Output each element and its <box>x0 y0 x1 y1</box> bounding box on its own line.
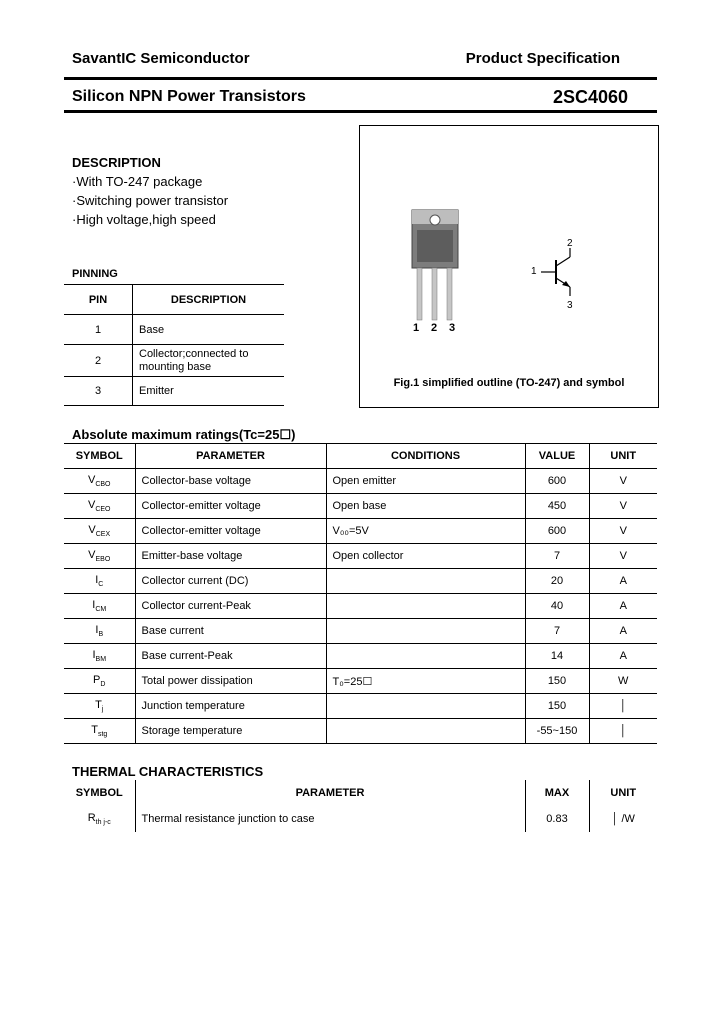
symbol-letter: I <box>92 648 96 661</box>
value-cell: 600 <box>525 469 589 494</box>
header-rule <box>64 77 657 80</box>
unit-cell: │ <box>589 694 657 719</box>
symbol-letter: P <box>93 673 101 686</box>
thermal-parameter-header: PARAMETER <box>135 780 525 806</box>
symbol-subscript: EBO <box>95 556 111 564</box>
symbol-subscript: D <box>100 681 106 689</box>
parameter-header: PARAMETER <box>135 444 326 469</box>
unit-cell: A <box>589 569 657 594</box>
feature-3: ·High voltage,high speed <box>72 212 216 227</box>
thermal-parameter-cell: Thermal resistance junction to case <box>135 806 525 832</box>
symbol-letter: I <box>95 623 99 636</box>
symbol-cell <box>64 669 135 694</box>
ratings-title: Absolute maximum ratings(Tc=25☐) <box>72 427 296 442</box>
symbol-cell <box>64 544 135 569</box>
title-rule <box>64 110 657 113</box>
pin-header: PIN <box>64 285 133 315</box>
symbol-letter: R <box>87 811 96 824</box>
table-row <box>64 694 657 719</box>
value-cell: 7 <box>525 619 589 644</box>
value-cell: 40 <box>525 594 589 619</box>
table-row <box>64 569 657 594</box>
pinning-title: PINNING <box>72 268 118 280</box>
value-cell: 14 <box>525 644 589 669</box>
unit-cell: A <box>589 594 657 619</box>
table-row <box>64 519 657 544</box>
document-type: Product Specification <box>465 50 620 67</box>
symbol-letter: V <box>87 498 96 511</box>
feature-1: ·With TO-247 package <box>72 174 203 189</box>
pinning-table <box>64 284 284 406</box>
value-header: VALUE <box>525 444 589 469</box>
table-row <box>64 315 284 345</box>
symbol-cell <box>64 519 135 544</box>
symbol-subscript: CEO <box>95 506 111 514</box>
symbol-subscript: j <box>101 706 104 714</box>
unit-cell: A <box>589 619 657 644</box>
conditions-cell: Open emitter <box>326 469 525 494</box>
lead-label-1: 1 <box>413 322 420 334</box>
symbol-cell <box>64 644 135 669</box>
product-subtitle: Silicon NPN Power Transistors <box>72 88 306 105</box>
symbol-subscript: CM <box>95 606 107 614</box>
symbol-base-label: 1 <box>531 266 537 277</box>
symbol-cell <box>64 619 135 644</box>
table-row <box>64 544 657 569</box>
thermal-symbol-header: SYMBOL <box>64 780 135 806</box>
value-cell: -55~150 <box>525 719 589 744</box>
parameter-cell: Emitter-base voltage <box>135 544 326 569</box>
conditions-cell: T₀=25☐ <box>326 669 525 694</box>
thermal-title: THERMAL CHARACTERISTICS <box>72 764 264 779</box>
table-row <box>64 594 657 619</box>
table-row <box>64 719 657 744</box>
symbol-letter: I <box>92 598 96 611</box>
unit-cell: W <box>589 669 657 694</box>
pin-description: Collector;connected to mounting base <box>133 345 285 377</box>
symbol-cell <box>64 719 135 744</box>
value-cell: 20 <box>525 569 589 594</box>
table-row <box>64 377 284 406</box>
conditions-header: CONDITIONS <box>326 444 525 469</box>
lead-label-2: 2 <box>431 322 438 334</box>
figure-box <box>359 125 659 408</box>
conditions-cell: V₀₀=5V <box>326 519 525 544</box>
table-row <box>64 345 284 377</box>
symbol-cell <box>64 694 135 719</box>
symbol-letter: T <box>95 698 102 711</box>
value-cell: 150 <box>525 669 589 694</box>
symbol-subscript: CEX <box>95 531 111 539</box>
figure-caption: Fig.1 simplified outline (TO-247) and symbol <box>393 377 625 389</box>
parameter-cell: Total power dissipation <box>135 669 326 694</box>
parameter-cell: Collector-base voltage <box>135 469 326 494</box>
value-cell: 7 <box>525 544 589 569</box>
value-cell: 600 <box>525 519 589 544</box>
pin-description: Emitter <box>133 377 285 406</box>
value-cell: 450 <box>525 494 589 519</box>
package-outline-drawing <box>360 126 658 407</box>
parameter-cell: Base current <box>135 619 326 644</box>
pin-desc-header: DESCRIPTION <box>133 285 285 315</box>
parameter-cell: Collector current-Peak <box>135 594 326 619</box>
conditions-cell <box>326 619 525 644</box>
parameter-cell: Collector-emitter voltage <box>135 494 326 519</box>
unit-header: UNIT <box>589 444 657 469</box>
conditions-cell: Open collector <box>326 544 525 569</box>
symbol-letter: V <box>88 523 96 536</box>
unit-cell: V <box>589 469 657 494</box>
parameter-cell: Collector-emitter voltage <box>135 519 326 544</box>
parameter-cell: Collector current (DC) <box>135 569 326 594</box>
part-number: 2SC4060 <box>552 87 628 107</box>
symbol-header: SYMBOL <box>64 444 135 469</box>
symbol-emitter-label: 3 <box>567 300 573 311</box>
conditions-cell <box>326 594 525 619</box>
thermal-unit-header: UNIT <box>610 787 637 799</box>
pin-number: 3 <box>64 377 133 406</box>
symbol-collector-label: 2 <box>567 238 573 249</box>
symbol-cell <box>64 494 135 519</box>
ratings-table <box>64 443 657 744</box>
conditions-cell: Open base <box>326 494 525 519</box>
unit-cell: V <box>589 494 657 519</box>
thermal-max-cell: 0.83 <box>525 806 589 832</box>
table-row <box>64 469 657 494</box>
thermal-max-header: MAX <box>525 780 589 806</box>
table-row <box>64 806 657 832</box>
table-row <box>64 494 657 519</box>
symbol-cell <box>64 594 135 619</box>
table-row <box>64 644 657 669</box>
thermal-unit-cell: │ /W <box>611 813 635 825</box>
conditions-cell <box>326 719 525 744</box>
thermal-table <box>64 780 657 832</box>
symbol-letter: T <box>91 723 98 736</box>
table-row <box>64 619 657 644</box>
unit-cell: V <box>589 544 657 569</box>
description-title: DESCRIPTION <box>72 155 161 170</box>
symbol-subscript: stg <box>97 731 108 739</box>
conditions-cell <box>326 694 525 719</box>
table-row <box>64 669 657 694</box>
unit-cell: │ <box>589 719 657 744</box>
pin-number: 2 <box>64 345 133 377</box>
parameter-cell: Storage temperature <box>135 719 326 744</box>
symbol-subscript: B <box>98 631 104 639</box>
symbol-subscript: CBO <box>95 481 111 489</box>
parameter-cell: Base current-Peak <box>135 644 326 669</box>
symbol-letter: I <box>95 573 99 586</box>
lead-label-3: 3 <box>449 322 456 334</box>
symbol-cell <box>64 569 135 594</box>
conditions-cell <box>326 644 525 669</box>
parameter-cell: Junction temperature <box>135 694 326 719</box>
company-name: SavantIC Semiconductor <box>72 50 250 67</box>
symbol-subscript: BM <box>95 656 107 664</box>
thermal-symbol-cell <box>64 806 135 832</box>
symbol-letter: V <box>88 548 96 561</box>
symbol-cell <box>64 469 135 494</box>
unit-cell: A <box>589 644 657 669</box>
feature-2: ·Switching power transistor <box>72 193 229 208</box>
symbol-letter: V <box>87 473 96 486</box>
pin-number: 1 <box>64 315 133 345</box>
conditions-cell <box>326 569 525 594</box>
value-cell: 150 <box>525 694 589 719</box>
pin-description: Base <box>133 315 285 345</box>
unit-cell: V <box>589 519 657 544</box>
symbol-subscript: C <box>98 581 104 589</box>
symbol-subscript: th j-c <box>95 819 111 827</box>
